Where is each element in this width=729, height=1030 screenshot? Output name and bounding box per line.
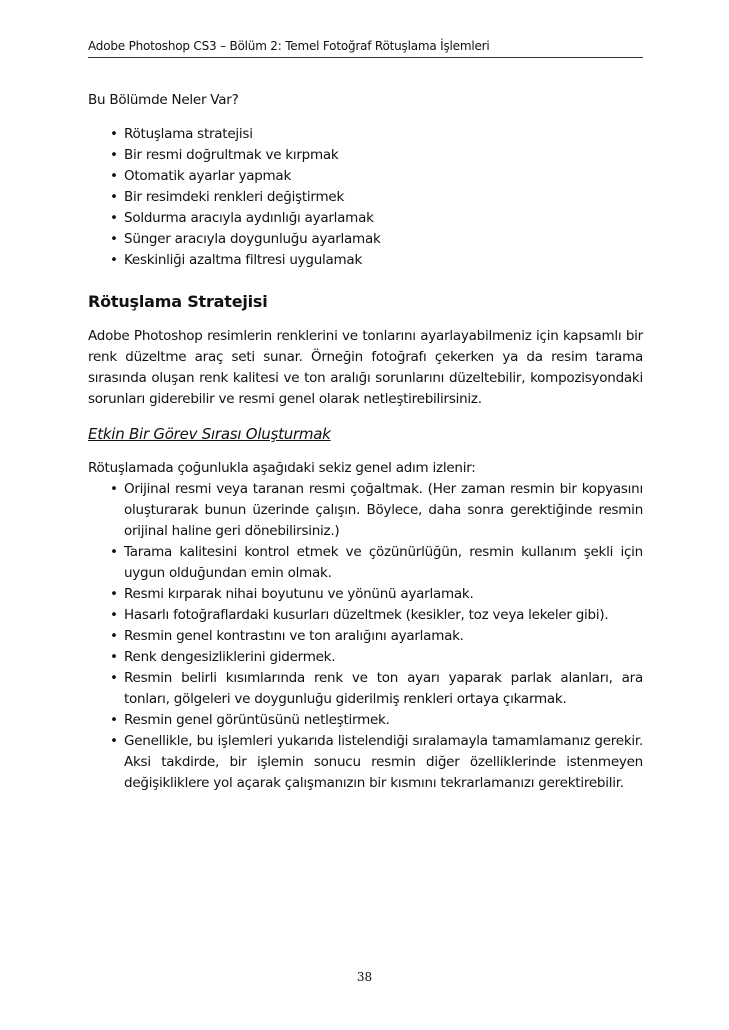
list-item: • Hasarlı fotoğraflardaki kusurları düzeltmek (kesikler, toz veya lekeler gibi). — [108, 605, 643, 626]
list-item: • Resmin genel görüntüsünü netleştirmek. — [108, 710, 643, 731]
page-number: 38 — [356, 970, 373, 984]
chapter-contents-list — [108, 124, 643, 271]
subsection-title: Etkin Bir Görev Sırası Oluşturmak — [88, 425, 331, 443]
section-title: Rötuşlama Stratejisi — [88, 292, 268, 311]
list-item: • Bir resimdeki renkleri değiştirmek — [108, 187, 643, 208]
list-item: • Resmi kırparak nihai boyutunu ve yönünü ayarlamak. — [108, 584, 643, 605]
steps-intro: Rötuşlamada çoğunlukla aşağıdaki sekiz genel adım izlenir: — [88, 460, 476, 476]
chapter-contents-heading: Bu Bölümde Neler Var? — [88, 92, 239, 108]
list-item: • Tarama kalitesini kontrol etmek ve çözünürlüğün, resmin kullanım şekli için uygun olduğundan emin olmak. — [108, 542, 643, 584]
list-item: • Resmin genel kontrastını ve ton aralığını ayarlamak. — [108, 626, 643, 647]
list-item: • Genellikle, bu işlemleri yukarıda listelendiği sıralamayla tamamlamanız gerekir. Aksi takdirde, bir işlemin sonucu resmin diğer özelliklerinde istenmeyen değişikliklere yol açarak çalışmanızın bir kısmını tekrarlamanızı gerektirebilir. — [108, 731, 643, 794]
list-item: • Rötuşlama stratejisi — [108, 124, 643, 145]
section-paragraph: Adobe Photoshop resimlerin renklerini ve tonlarını ayarlayabilmeniz için kapsamlı bir renk düzeltme araç seti sunar. Örneğin fotoğrafı çekerken ya da resim tarama sırasında oluşan renk kalitesi ve ton aralığı sorunlarını düzeltebilir, kompozisyondaki sorunları giderebilir ve resmi genel olarak netleştirebilirsiniz. — [88, 328, 643, 407]
page-body — [88, 90, 643, 794]
list-item: • Soldurma aracıyla aydınlığı ayarlamak — [108, 208, 643, 229]
list-item: • Otomatik ayarlar yapmak — [108, 166, 643, 187]
running-header — [88, 38, 643, 58]
steps-list — [108, 479, 643, 794]
list-item: • Renk dengesizliklerini gidermek. — [108, 647, 643, 668]
list-item: • Resmin belirli kısımlarında renk ve ton ayarı yaparak parlak alanları, ara tonları, gölgeleri ve doygunluğu giderilmiş renkleri ortaya çıkarmak. — [108, 668, 643, 710]
running-header-title: Adobe Photoshop CS3 – Bölüm 2: Temel Fotoğraf Rötuşlama İşlemleri — [88, 39, 490, 53]
list-item: • Sünger aracıyla doygunluğu ayarlamak — [108, 229, 643, 250]
list-item: • Keskinliği azaltma filtresi uygulamak — [108, 250, 643, 271]
list-item: • Orijinal resmi veya taranan resmi çoğaltmak. (Her zaman resmin bir kopyasını oluşturarak bunun üzerinde çalışın. Böylece, daha sonra gerektiğinde resmin orijinal haline geri dönebilirsiniz.) — [108, 479, 643, 542]
list-item: • Bir resmi doğrultmak ve kırpmak — [108, 145, 643, 166]
